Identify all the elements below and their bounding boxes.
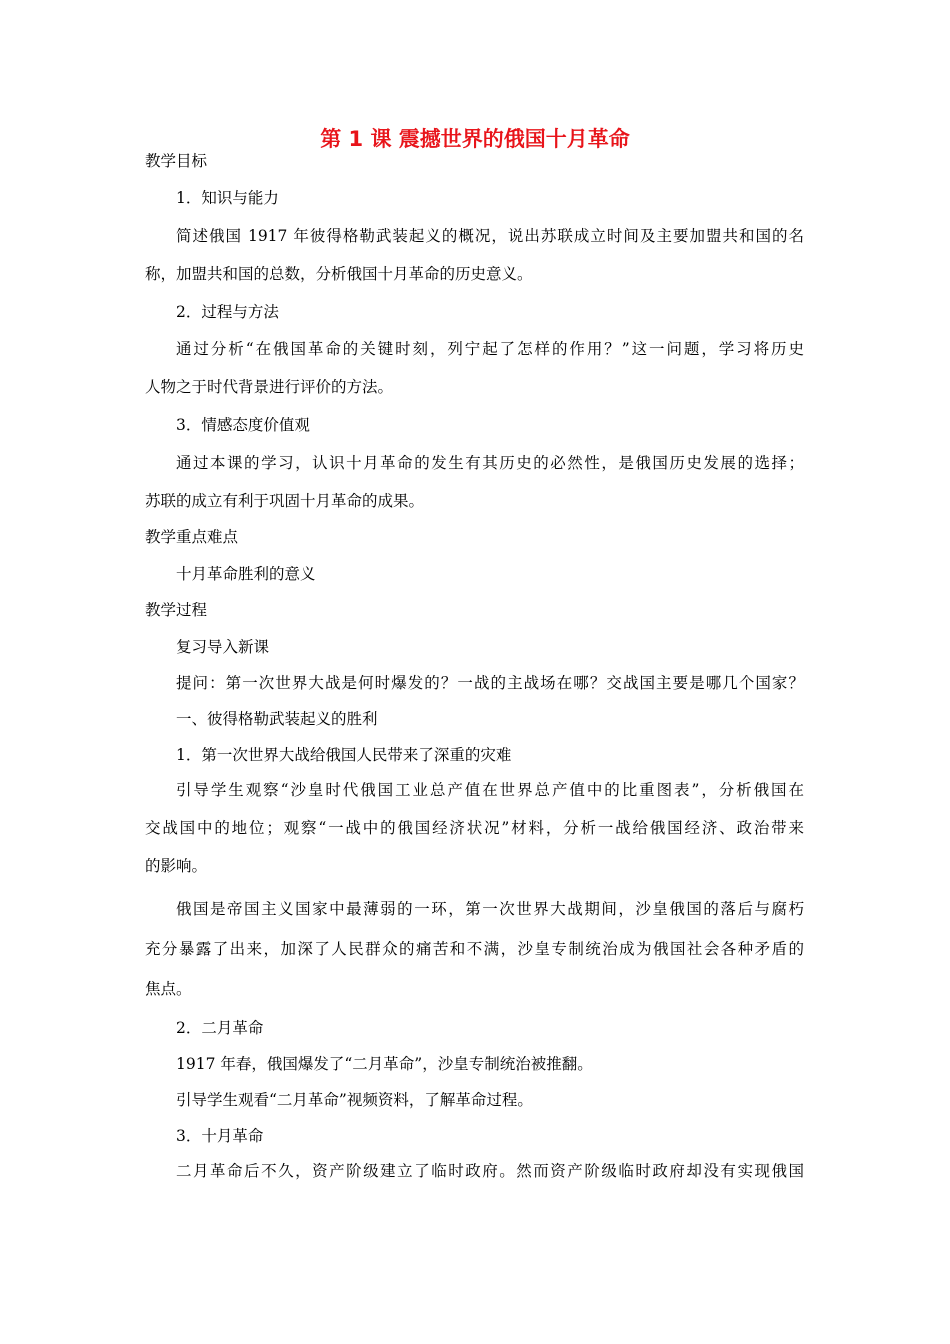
- subheading-october: 3．十月革命: [176, 1127, 264, 1145]
- paragraph-line: 提问：第一次世界大战是何时爆发的？一战的主战场在哪？交战国主要是哪几个国家？: [176, 674, 804, 692]
- subheading-values: 3．情感态度价值观: [176, 416, 310, 434]
- paragraph-line: 二月革命后不久，资产阶级建立了临时政府。然而资产阶级临时政府却没有实现俄国: [176, 1162, 804, 1180]
- paragraph-line: 充分暴露了出来，加深了人民群众的痛苦和不满，沙皇专制统治成为俄国社会各种矛盾的: [145, 940, 804, 958]
- paragraph-line: 复习导入新课: [176, 638, 270, 656]
- subheading-february: 2．二月革命: [176, 1019, 264, 1037]
- section-heading-objectives: 教学目标: [145, 152, 208, 170]
- section-heading-process: 教学过程: [145, 601, 208, 619]
- paragraph-line: 通过分析“在俄国革命的关键时刻，列宁起了怎样的作用？”这一问题，学习将历史: [176, 340, 804, 358]
- paragraph-line: 称，加盟共和国的总数，分析俄国十月革命的历史意义。: [145, 265, 533, 283]
- lesson-title: 第 1 课 震撼世界的俄国十月革命: [320, 127, 630, 151]
- paragraph-line: 交战国中的地位；观察“一战中的俄国经济状况”材料，分析一战给俄国经济、政治带来: [145, 819, 804, 837]
- paragraph-line: 人物之于时代背景进行评价的方法。: [145, 378, 394, 396]
- paragraph-line: 苏联的成立有利于巩固十月革命的成果。: [145, 492, 425, 510]
- paragraph-line: 的影响。: [145, 857, 208, 875]
- paragraph-line: 十月革命胜利的意义: [176, 565, 316, 583]
- paragraph-line: 焦点。: [145, 980, 192, 998]
- paragraph-line: 俄国是帝国主义国家中最薄弱的一环，第一次世界大战期间，沙皇俄国的落后与腐朽: [176, 900, 804, 918]
- paragraph-line: 简述俄国 1917 年彼得格勒武装起义的概况，说出苏联成立时间及主要加盟共和国的名: [176, 227, 804, 245]
- subheading-knowledge: 1．知识与能力: [176, 189, 279, 207]
- section-heading-key-points: 教学重点难点: [145, 528, 239, 546]
- paragraph-line: 1917 年春，俄国爆发了“二月革命”，沙皇专制统治被推翻。: [176, 1055, 593, 1073]
- paragraph-line: 通过本课的学习，认识十月革命的发生有其历史的必然性，是俄国历史发展的选择；: [176, 454, 804, 472]
- paragraph-line: 引导学生观看“二月革命”视频资料，了解革命过程。: [176, 1091, 533, 1109]
- subheading-ww1: 1．第一次世界大战给俄国人民带来了深重的灾难: [176, 746, 512, 764]
- subheading-process: 2．过程与方法: [176, 303, 279, 321]
- subheading-uprising: 一、彼得格勒武装起义的胜利: [176, 710, 378, 728]
- paragraph-line: 引导学生观察“沙皇时代俄国工业总产值在世界总产值中的比重图表”，分析俄国在: [176, 781, 804, 799]
